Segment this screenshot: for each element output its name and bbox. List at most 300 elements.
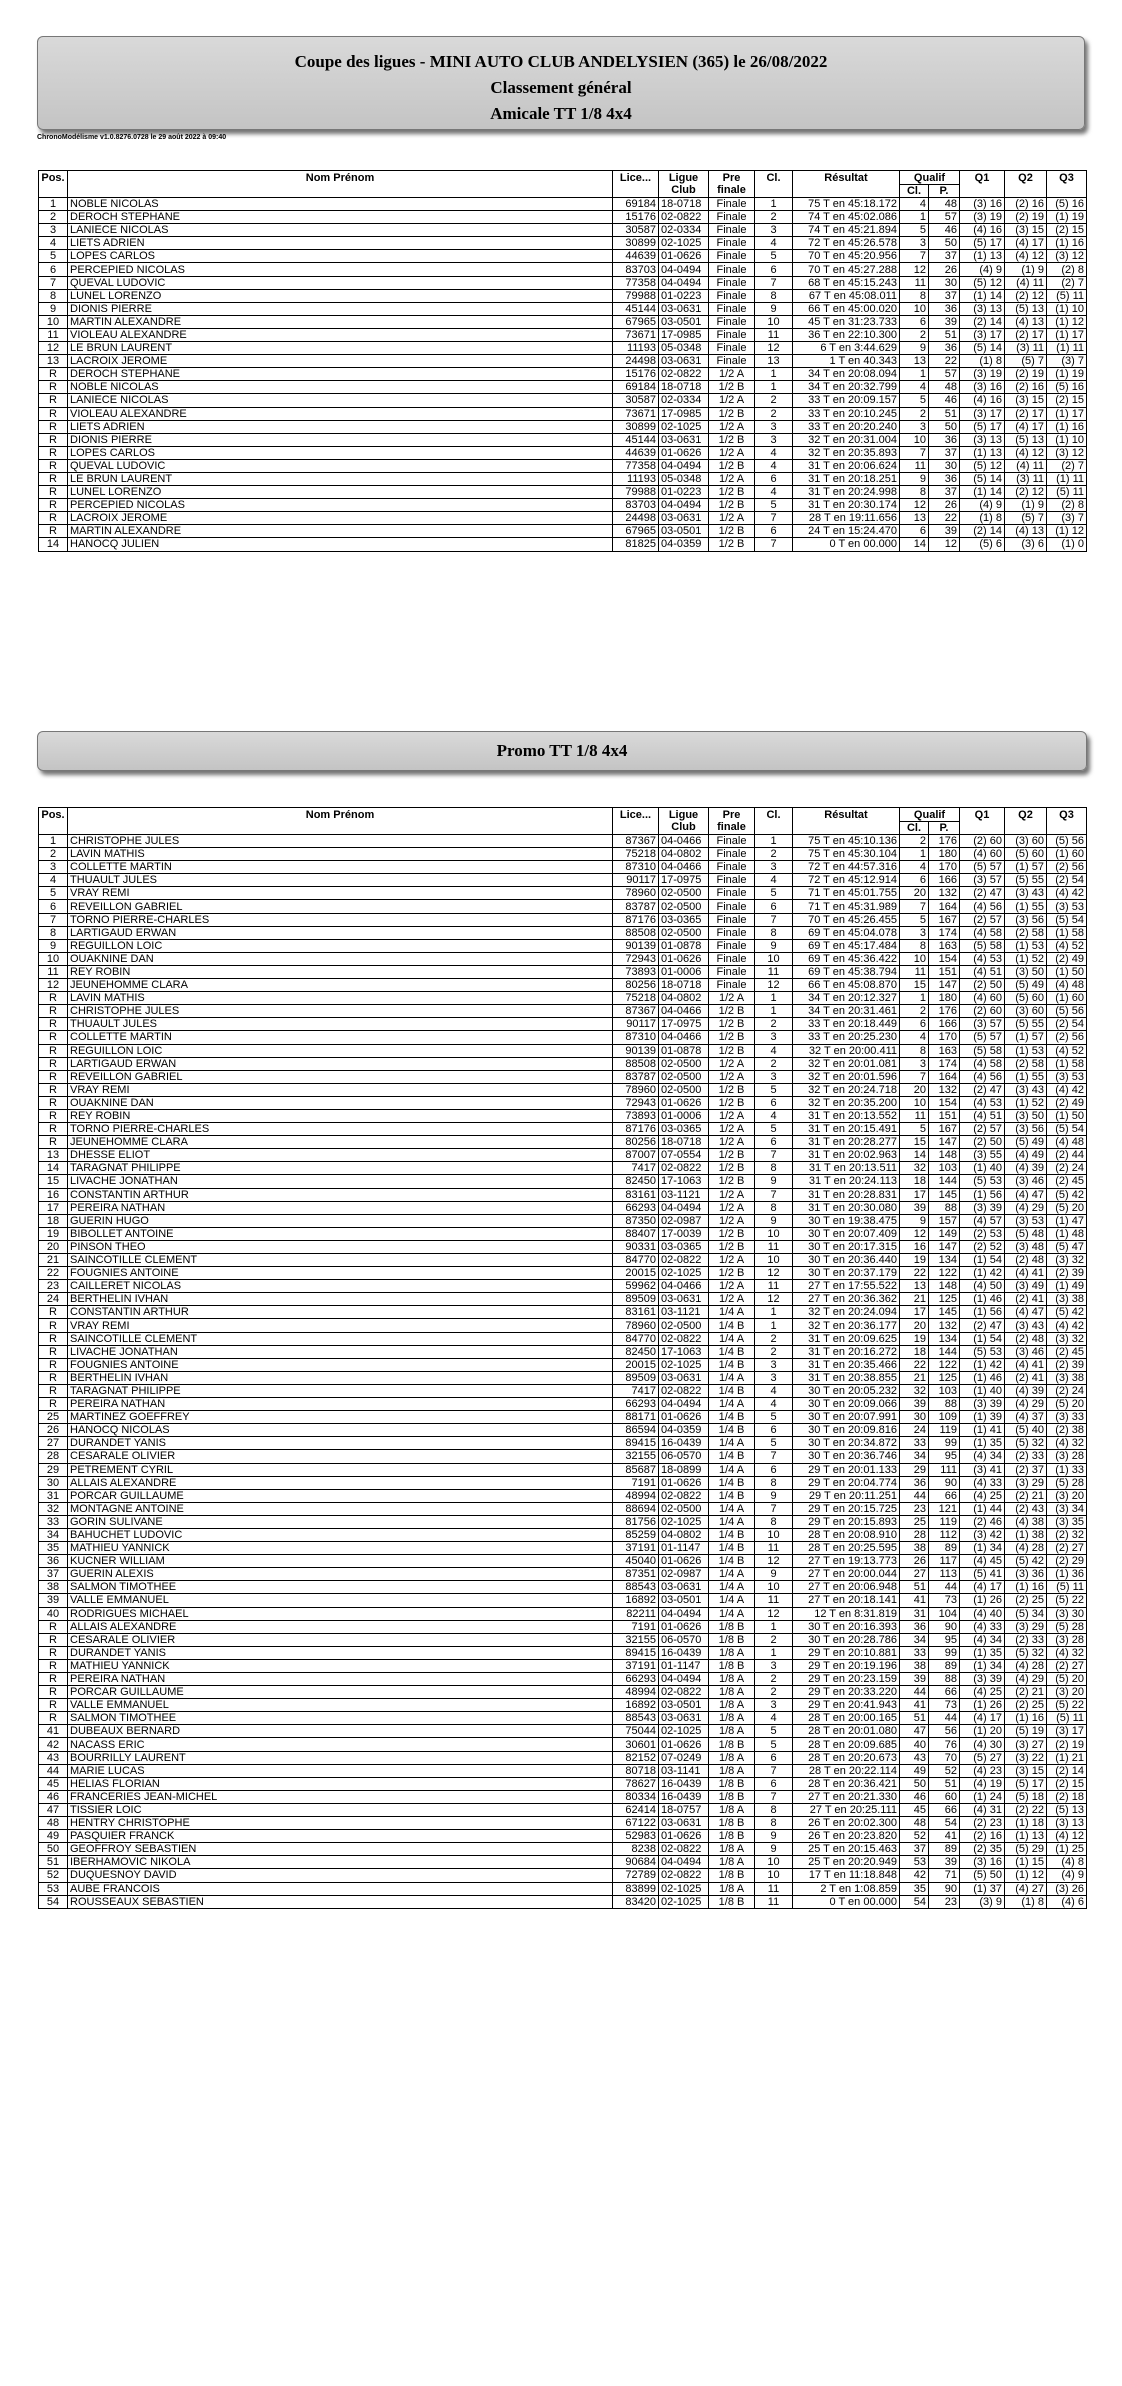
cl-cell: 3 bbox=[755, 1070, 793, 1083]
prefinale-cell: 1/8 B bbox=[709, 1633, 755, 1646]
prefinale-cell: 1/4 B bbox=[709, 1424, 755, 1437]
result-cell: 27 T en 20:25.111 bbox=[793, 1803, 900, 1816]
q1-cell: (1) 34 bbox=[960, 1542, 1005, 1555]
prefinale-cell: 1/8 A bbox=[709, 1882, 755, 1895]
licence-cell: 79988 bbox=[613, 289, 659, 302]
q2-cell: (2) 19 bbox=[1005, 368, 1047, 381]
qualif-points-cell: 134 bbox=[929, 1332, 960, 1345]
result-cell: 33 T en 20:10.245 bbox=[793, 407, 900, 420]
q1-cell: (4) 40 bbox=[960, 1607, 1005, 1620]
q2-cell: (2) 43 bbox=[1005, 1502, 1047, 1515]
q3-cell: (4) 42 bbox=[1047, 1083, 1087, 1096]
name-cell: MARTINEZ GOEFFREY bbox=[68, 1411, 613, 1424]
ligue-cell: 04-0494 bbox=[659, 1856, 709, 1869]
qualif-points-cell: 56 bbox=[929, 1725, 960, 1738]
pos-cell: R bbox=[39, 1345, 68, 1358]
prefinale-cell: Finale bbox=[709, 237, 755, 250]
qualif-cl-cell: 2 bbox=[900, 407, 929, 420]
q1-cell: (3) 39 bbox=[960, 1398, 1005, 1411]
qualif-points-cell: 125 bbox=[929, 1293, 960, 1306]
table-row bbox=[39, 381, 1087, 394]
prefinale-cell: 1/2 A bbox=[709, 1109, 755, 1122]
qualif-points-cell: 22 bbox=[929, 355, 960, 368]
prefinale-cell: Finale bbox=[709, 302, 755, 315]
qualif-cl-cell: 22 bbox=[900, 1358, 929, 1371]
qualif-cl-cell: 27 bbox=[900, 1568, 929, 1581]
q2-cell: (4) 28 bbox=[1005, 1659, 1047, 1672]
name-cell: RODRIGUES MICHAEL bbox=[68, 1607, 613, 1620]
prefinale-cell: 1/2 B bbox=[709, 1267, 755, 1280]
q3-cell: (2) 24 bbox=[1047, 1384, 1087, 1397]
qualif-cl-cell: 22 bbox=[900, 1267, 929, 1280]
qualif-cl-cell: 1 bbox=[900, 848, 929, 861]
results-table-amicale bbox=[38, 170, 1087, 552]
result-cell: 31 T en 20:02.963 bbox=[793, 1149, 900, 1162]
name-cell: REVEILLON GABRIEL bbox=[68, 900, 613, 913]
table-row bbox=[39, 1673, 1087, 1686]
table-row bbox=[39, 992, 1087, 1005]
name-cell: LANIECE NICOLAS bbox=[68, 224, 613, 237]
qualif-cl-cell: 32 bbox=[900, 1162, 929, 1175]
q2-cell: (3) 15 bbox=[1005, 224, 1047, 237]
result-cell: 70 T en 45:20.956 bbox=[793, 250, 900, 263]
qualif-cl-cell: 36 bbox=[900, 1620, 929, 1633]
qualif-cl-cell: 51 bbox=[900, 1712, 929, 1725]
qualif-cl-cell: 3 bbox=[900, 237, 929, 250]
q1-cell: (2) 52 bbox=[960, 1240, 1005, 1253]
qualif-points-cell: 151 bbox=[929, 1109, 960, 1122]
prefinale-cell: 1/8 A bbox=[709, 1764, 755, 1777]
licence-cell: 77358 bbox=[613, 459, 659, 472]
name-cell: PORCAR GUILLAUME bbox=[68, 1489, 613, 1502]
result-cell: 30 T en 20:37.179 bbox=[793, 1267, 900, 1280]
q3-cell: (4) 12 bbox=[1047, 1830, 1087, 1843]
ligue-cell: 07-0249 bbox=[659, 1751, 709, 1764]
table-row bbox=[39, 342, 1087, 355]
prefinale-cell: Finale bbox=[709, 198, 755, 211]
q1-cell: (2) 53 bbox=[960, 1227, 1005, 1240]
q3-cell: (2) 7 bbox=[1047, 459, 1087, 472]
table-row bbox=[39, 512, 1087, 525]
q1-cell: (2) 50 bbox=[960, 1136, 1005, 1149]
name-cell: CAILLERET NICOLAS bbox=[68, 1280, 613, 1293]
name-cell: NACASS ERIC bbox=[68, 1738, 613, 1751]
result-cell: 31 T en 20:13.511 bbox=[793, 1162, 900, 1175]
ligue-cell: 04-0802 bbox=[659, 992, 709, 1005]
q2-cell: (2) 48 bbox=[1005, 1254, 1047, 1267]
cl-cell: 10 bbox=[755, 1856, 793, 1869]
qualif-points-cell: 89 bbox=[929, 1542, 960, 1555]
ligue-cell: 02-0334 bbox=[659, 224, 709, 237]
prefinale-cell: 1/4 A bbox=[709, 1332, 755, 1345]
cl-cell: 9 bbox=[755, 939, 793, 952]
licence-cell: 83420 bbox=[613, 1895, 659, 1908]
pos-cell: 46 bbox=[39, 1790, 68, 1803]
ligue-cell: 04-0494 bbox=[659, 276, 709, 289]
table-row bbox=[39, 368, 1087, 381]
qualif-cl-cell: 9 bbox=[900, 342, 929, 355]
pos-cell: 12 bbox=[39, 342, 68, 355]
licence-cell: 83703 bbox=[613, 499, 659, 512]
cl-cell: 7 bbox=[755, 1149, 793, 1162]
qualif-points-cell: 39 bbox=[929, 1856, 960, 1869]
q1-cell: (5) 53 bbox=[960, 1175, 1005, 1188]
q3-cell: (2) 45 bbox=[1047, 1345, 1087, 1358]
table-row bbox=[39, 861, 1087, 874]
table-row bbox=[39, 1254, 1087, 1267]
ligue-cell: 04-0494 bbox=[659, 263, 709, 276]
name-cell: DURANDET YANIS bbox=[68, 1646, 613, 1659]
table-row bbox=[39, 420, 1087, 433]
ligue-cell: 03-1141 bbox=[659, 1764, 709, 1777]
ligue-cell: 04-0494 bbox=[659, 1673, 709, 1686]
result-cell: 75 T en 45:30.104 bbox=[793, 848, 900, 861]
qualif-points-cell: 41 bbox=[929, 1830, 960, 1843]
name-cell: GEOFFROY SEBASTIEN bbox=[68, 1843, 613, 1856]
q2-cell: (4) 29 bbox=[1005, 1398, 1047, 1411]
header-banner-promo bbox=[37, 731, 1087, 771]
q3-cell: (5) 54 bbox=[1047, 913, 1087, 926]
licence-cell: 8238 bbox=[613, 1843, 659, 1856]
result-cell: 1 T en 40.343 bbox=[793, 355, 900, 368]
licence-cell: 7191 bbox=[613, 1620, 659, 1633]
q2-cell: (2) 41 bbox=[1005, 1293, 1047, 1306]
q2-cell: (2) 25 bbox=[1005, 1594, 1047, 1607]
result-cell: 27 T en 20:18.141 bbox=[793, 1594, 900, 1607]
q3-cell: (3) 53 bbox=[1047, 900, 1087, 913]
q2-cell: (3) 36 bbox=[1005, 1568, 1047, 1581]
ligue-cell: 04-0466 bbox=[659, 835, 709, 848]
q2-cell: (1) 9 bbox=[1005, 499, 1047, 512]
category-title: Amicale TT 1/8 4x4 bbox=[490, 104, 632, 123]
cl-cell: 2 bbox=[755, 211, 793, 224]
cl-cell: 4 bbox=[755, 1109, 793, 1122]
name-cell: TARAGNAT PHILIPPE bbox=[68, 1384, 613, 1397]
q2-cell: (3) 56 bbox=[1005, 1123, 1047, 1136]
prefinale-cell: 1/4 A bbox=[709, 1568, 755, 1581]
q2-cell: (4) 12 bbox=[1005, 250, 1047, 263]
qualif-cl-cell: 47 bbox=[900, 1725, 929, 1738]
qualif-cl-cell: 13 bbox=[900, 512, 929, 525]
q1-cell: (4) 56 bbox=[960, 900, 1005, 913]
result-cell: 31 T en 20:15.491 bbox=[793, 1123, 900, 1136]
q2-cell: (2) 17 bbox=[1005, 328, 1047, 341]
ligue-cell: 17-0975 bbox=[659, 1018, 709, 1031]
cl-cell: 5 bbox=[755, 1738, 793, 1751]
qualif-cl-cell: 8 bbox=[900, 939, 929, 952]
q1-cell: (4) 34 bbox=[960, 1450, 1005, 1463]
q2-cell: (4) 17 bbox=[1005, 237, 1047, 250]
qualif-points-cell: 30 bbox=[929, 459, 960, 472]
result-cell: 32 T en 20:01.081 bbox=[793, 1057, 900, 1070]
name-cell: DIONIS PIERRE bbox=[68, 433, 613, 446]
qualif-cl-cell: 52 bbox=[900, 1830, 929, 1843]
q3-cell: (5) 22 bbox=[1047, 1594, 1087, 1607]
qualif-points-cell: 95 bbox=[929, 1633, 960, 1646]
cl-cell: 8 bbox=[755, 289, 793, 302]
pos-cell: 7 bbox=[39, 276, 68, 289]
pos-cell: R bbox=[39, 1070, 68, 1083]
q2-cell: (5) 18 bbox=[1005, 1790, 1047, 1803]
q2-cell: (5) 48 bbox=[1005, 1227, 1047, 1240]
cl-cell: 11 bbox=[755, 1280, 793, 1293]
qualif-cl-cell: 44 bbox=[900, 1686, 929, 1699]
qualif-points-cell: 180 bbox=[929, 848, 960, 861]
result-cell: 32 T en 20:36.177 bbox=[793, 1319, 900, 1332]
pos-cell: R bbox=[39, 525, 68, 538]
result-cell: 33 T en 20:18.449 bbox=[793, 1018, 900, 1031]
name-cell: LOPES CARLOS bbox=[68, 446, 613, 459]
pos-cell: R bbox=[39, 499, 68, 512]
prefinale-cell: 1/2 A bbox=[709, 1254, 755, 1267]
prefinale-cell: 1/8 B bbox=[709, 1659, 755, 1672]
table-row bbox=[39, 1568, 1087, 1581]
cl-cell: 6 bbox=[755, 525, 793, 538]
col-name: Nom Prénom bbox=[68, 808, 613, 835]
pos-cell: R bbox=[39, 446, 68, 459]
table-row bbox=[39, 952, 1087, 965]
qualif-cl-cell: 54 bbox=[900, 1895, 929, 1908]
q1-cell: (5) 50 bbox=[960, 1869, 1005, 1882]
q1-cell: (3) 41 bbox=[960, 1463, 1005, 1476]
ligue-cell: 05-0348 bbox=[659, 342, 709, 355]
table-row bbox=[39, 1489, 1087, 1502]
cl-cell: 2 bbox=[755, 1686, 793, 1699]
qualif-cl-cell: 46 bbox=[900, 1790, 929, 1803]
q3-cell: (1) 12 bbox=[1047, 315, 1087, 328]
q2-cell: (5) 34 bbox=[1005, 1607, 1047, 1620]
qualif-cl-cell: 51 bbox=[900, 1581, 929, 1594]
q2-cell: (4) 13 bbox=[1005, 525, 1047, 538]
licence-cell: 11193 bbox=[613, 342, 659, 355]
ligue-cell: 01-0878 bbox=[659, 1044, 709, 1057]
table-row bbox=[39, 289, 1087, 302]
qualif-points-cell: 151 bbox=[929, 965, 960, 978]
q1-cell: (1) 44 bbox=[960, 1502, 1005, 1515]
qualif-cl-cell: 31 bbox=[900, 1607, 929, 1620]
ligue-cell: 04-0494 bbox=[659, 1607, 709, 1620]
licence-cell: 75044 bbox=[613, 1725, 659, 1738]
q2-cell: (4) 37 bbox=[1005, 1411, 1047, 1424]
q1-cell: (4) 33 bbox=[960, 1476, 1005, 1489]
qualif-points-cell: 170 bbox=[929, 861, 960, 874]
result-cell: 72 T en 44:57.316 bbox=[793, 861, 900, 874]
name-cell: VRAY REMI bbox=[68, 1083, 613, 1096]
qualif-cl-cell: 48 bbox=[900, 1817, 929, 1830]
name-cell: SAINCOTILLE CLEMENT bbox=[68, 1254, 613, 1267]
licence-cell: 45144 bbox=[613, 433, 659, 446]
q1-cell: (2) 57 bbox=[960, 913, 1005, 926]
licence-cell: 87350 bbox=[613, 1214, 659, 1227]
result-cell: 69 T en 45:38.794 bbox=[793, 965, 900, 978]
result-cell: 31 T en 20:24.113 bbox=[793, 1175, 900, 1188]
qualif-points-cell: 119 bbox=[929, 1515, 960, 1528]
ligue-cell: 16-0439 bbox=[659, 1646, 709, 1659]
q3-cell: (2) 8 bbox=[1047, 263, 1087, 276]
licence-cell: 67965 bbox=[613, 525, 659, 538]
q1-cell: (3) 57 bbox=[960, 1018, 1005, 1031]
q1-cell: (4) 25 bbox=[960, 1686, 1005, 1699]
cl-cell: 1 bbox=[755, 368, 793, 381]
cl-cell: 4 bbox=[755, 1398, 793, 1411]
q2-cell: (4) 27 bbox=[1005, 1882, 1047, 1895]
ligue-cell: 04-0802 bbox=[659, 1528, 709, 1541]
q3-cell: (3) 13 bbox=[1047, 1817, 1087, 1830]
q1-cell: (5) 41 bbox=[960, 1568, 1005, 1581]
qualif-cl-cell: 35 bbox=[900, 1882, 929, 1895]
cl-cell: 2 bbox=[755, 1345, 793, 1358]
licence-cell: 88508 bbox=[613, 1057, 659, 1070]
q3-cell: (3) 28 bbox=[1047, 1633, 1087, 1646]
licence-cell: 73671 bbox=[613, 407, 659, 420]
q1-cell: (4) 53 bbox=[960, 952, 1005, 965]
q3-cell: (2) 15 bbox=[1047, 394, 1087, 407]
licence-cell: 80256 bbox=[613, 979, 659, 992]
ligue-cell: 02-0500 bbox=[659, 1070, 709, 1083]
q3-cell: (2) 24 bbox=[1047, 1162, 1087, 1175]
cl-cell: 7 bbox=[755, 538, 793, 551]
cl-cell: 10 bbox=[755, 1227, 793, 1240]
ligue-cell: 02-0822 bbox=[659, 1686, 709, 1699]
pos-cell: R bbox=[39, 407, 68, 420]
pos-cell: 49 bbox=[39, 1830, 68, 1843]
q2-cell: (1) 53 bbox=[1005, 939, 1047, 952]
prefinale-cell: Finale bbox=[709, 835, 755, 848]
name-cell: PEREIRA NATHAN bbox=[68, 1201, 613, 1214]
prefinale-cell: Finale bbox=[709, 355, 755, 368]
q3-cell: (2) 27 bbox=[1047, 1659, 1087, 1672]
qualif-cl-cell: 8 bbox=[900, 289, 929, 302]
result-cell: 74 T en 45:02.086 bbox=[793, 211, 900, 224]
qualif-cl-cell: 1 bbox=[900, 368, 929, 381]
ligue-cell: 04-0466 bbox=[659, 1005, 709, 1018]
licence-cell: 67965 bbox=[613, 315, 659, 328]
result-cell: 31 T en 20:16.272 bbox=[793, 1345, 900, 1358]
qualif-cl-cell: 8 bbox=[900, 486, 929, 499]
name-cell: DHESSE ELIOT bbox=[68, 1149, 613, 1162]
licence-cell: 72943 bbox=[613, 1096, 659, 1109]
ligue-cell: 02-0500 bbox=[659, 900, 709, 913]
q1-cell: (3) 9 bbox=[960, 1895, 1005, 1908]
q1-cell: (1) 56 bbox=[960, 1188, 1005, 1201]
pos-cell: R bbox=[39, 1096, 68, 1109]
table-row bbox=[39, 1201, 1087, 1214]
prefinale-cell: 1/8 A bbox=[709, 1699, 755, 1712]
ligue-cell: 07-0554 bbox=[659, 1149, 709, 1162]
ligue-cell: 18-0899 bbox=[659, 1463, 709, 1476]
qualif-cl-cell: 39 bbox=[900, 1398, 929, 1411]
ligue-cell: 17-0985 bbox=[659, 407, 709, 420]
col-cl: Cl. bbox=[755, 808, 793, 835]
ligue-cell: 17-0975 bbox=[659, 874, 709, 887]
cl-cell: 1 bbox=[755, 1646, 793, 1659]
pos-cell: 51 bbox=[39, 1856, 68, 1869]
name-cell: LIETS ADRIEN bbox=[68, 237, 613, 250]
prefinale-cell: Finale bbox=[709, 263, 755, 276]
qualif-cl-cell: 20 bbox=[900, 887, 929, 900]
table-row bbox=[39, 1411, 1087, 1424]
licence-cell: 86594 bbox=[613, 1424, 659, 1437]
cl-cell: 2 bbox=[755, 1018, 793, 1031]
result-cell: 74 T en 45:21.894 bbox=[793, 224, 900, 237]
ligue-cell: 01-0626 bbox=[659, 1555, 709, 1568]
q3-cell: (1) 21 bbox=[1047, 1751, 1087, 1764]
q1-cell: (2) 57 bbox=[960, 1123, 1005, 1136]
table-row bbox=[39, 1280, 1087, 1293]
cl-cell: 9 bbox=[755, 1175, 793, 1188]
name-cell: MARIE LUCAS bbox=[68, 1764, 613, 1777]
cl-cell: 1 bbox=[755, 992, 793, 1005]
result-cell: 30 T en 20:36.440 bbox=[793, 1254, 900, 1267]
cl-cell: 10 bbox=[755, 1528, 793, 1541]
prefinale-cell: Finale bbox=[709, 965, 755, 978]
prefinale-cell: 1/8 A bbox=[709, 1803, 755, 1816]
q3-cell: (3) 17 bbox=[1047, 1725, 1087, 1738]
licence-cell: 16892 bbox=[613, 1594, 659, 1607]
cl-cell: 12 bbox=[755, 1607, 793, 1620]
ligue-cell: 01-0626 bbox=[659, 1096, 709, 1109]
qualif-cl-cell: 20 bbox=[900, 1083, 929, 1096]
ligue-cell: 03-0501 bbox=[659, 525, 709, 538]
cl-cell: 11 bbox=[755, 1594, 793, 1607]
pos-cell: 7 bbox=[39, 913, 68, 926]
q2-cell: (2) 19 bbox=[1005, 211, 1047, 224]
q2-cell: (2) 21 bbox=[1005, 1686, 1047, 1699]
name-cell: HANOCQ NICOLAS bbox=[68, 1424, 613, 1437]
pos-cell: 44 bbox=[39, 1764, 68, 1777]
q3-cell: (1) 12 bbox=[1047, 525, 1087, 538]
q3-cell: (3) 38 bbox=[1047, 1293, 1087, 1306]
pos-cell: 16 bbox=[39, 1188, 68, 1201]
table-row bbox=[39, 1240, 1087, 1253]
cl-cell: 1 bbox=[755, 1306, 793, 1319]
pos-cell: R bbox=[39, 992, 68, 1005]
pos-cell: 10 bbox=[39, 952, 68, 965]
result-cell: 32 T en 20:31.004 bbox=[793, 433, 900, 446]
q3-cell: (1) 60 bbox=[1047, 992, 1087, 1005]
q3-cell: (4) 42 bbox=[1047, 887, 1087, 900]
pos-cell: R bbox=[39, 486, 68, 499]
prefinale-cell: 1/4 B bbox=[709, 1319, 755, 1332]
q2-cell: (2) 33 bbox=[1005, 1450, 1047, 1463]
ligue-cell: 02-0500 bbox=[659, 926, 709, 939]
q3-cell: (2) 15 bbox=[1047, 1777, 1087, 1790]
name-cell: LARTIGAUD ERWAN bbox=[68, 926, 613, 939]
pos-cell: 2 bbox=[39, 848, 68, 861]
name-cell: MONTAGNE ANTOINE bbox=[68, 1502, 613, 1515]
licence-cell: 67122 bbox=[613, 1817, 659, 1830]
result-cell: 17 T en 11:18.848 bbox=[793, 1869, 900, 1882]
table-row bbox=[39, 1149, 1087, 1162]
qualif-cl-cell: 4 bbox=[900, 381, 929, 394]
pos-cell: R bbox=[39, 433, 68, 446]
ligue-cell: 02-0987 bbox=[659, 1214, 709, 1227]
table-row bbox=[39, 407, 1087, 420]
qualif-cl-cell: 6 bbox=[900, 1018, 929, 1031]
q1-cell: (4) 58 bbox=[960, 926, 1005, 939]
qualif-cl-cell: 41 bbox=[900, 1594, 929, 1607]
qualif-points-cell: 112 bbox=[929, 1528, 960, 1541]
qualif-cl-cell: 5 bbox=[900, 913, 929, 926]
qualif-cl-cell: 13 bbox=[900, 355, 929, 368]
prefinale-cell: 1/2 A bbox=[709, 394, 755, 407]
q2-cell: (5) 29 bbox=[1005, 1843, 1047, 1856]
q3-cell: (5) 20 bbox=[1047, 1201, 1087, 1214]
cl-cell: 5 bbox=[755, 1123, 793, 1136]
cl-cell: 8 bbox=[755, 926, 793, 939]
q1-cell: (5) 17 bbox=[960, 237, 1005, 250]
q1-cell: (3) 39 bbox=[960, 1201, 1005, 1214]
